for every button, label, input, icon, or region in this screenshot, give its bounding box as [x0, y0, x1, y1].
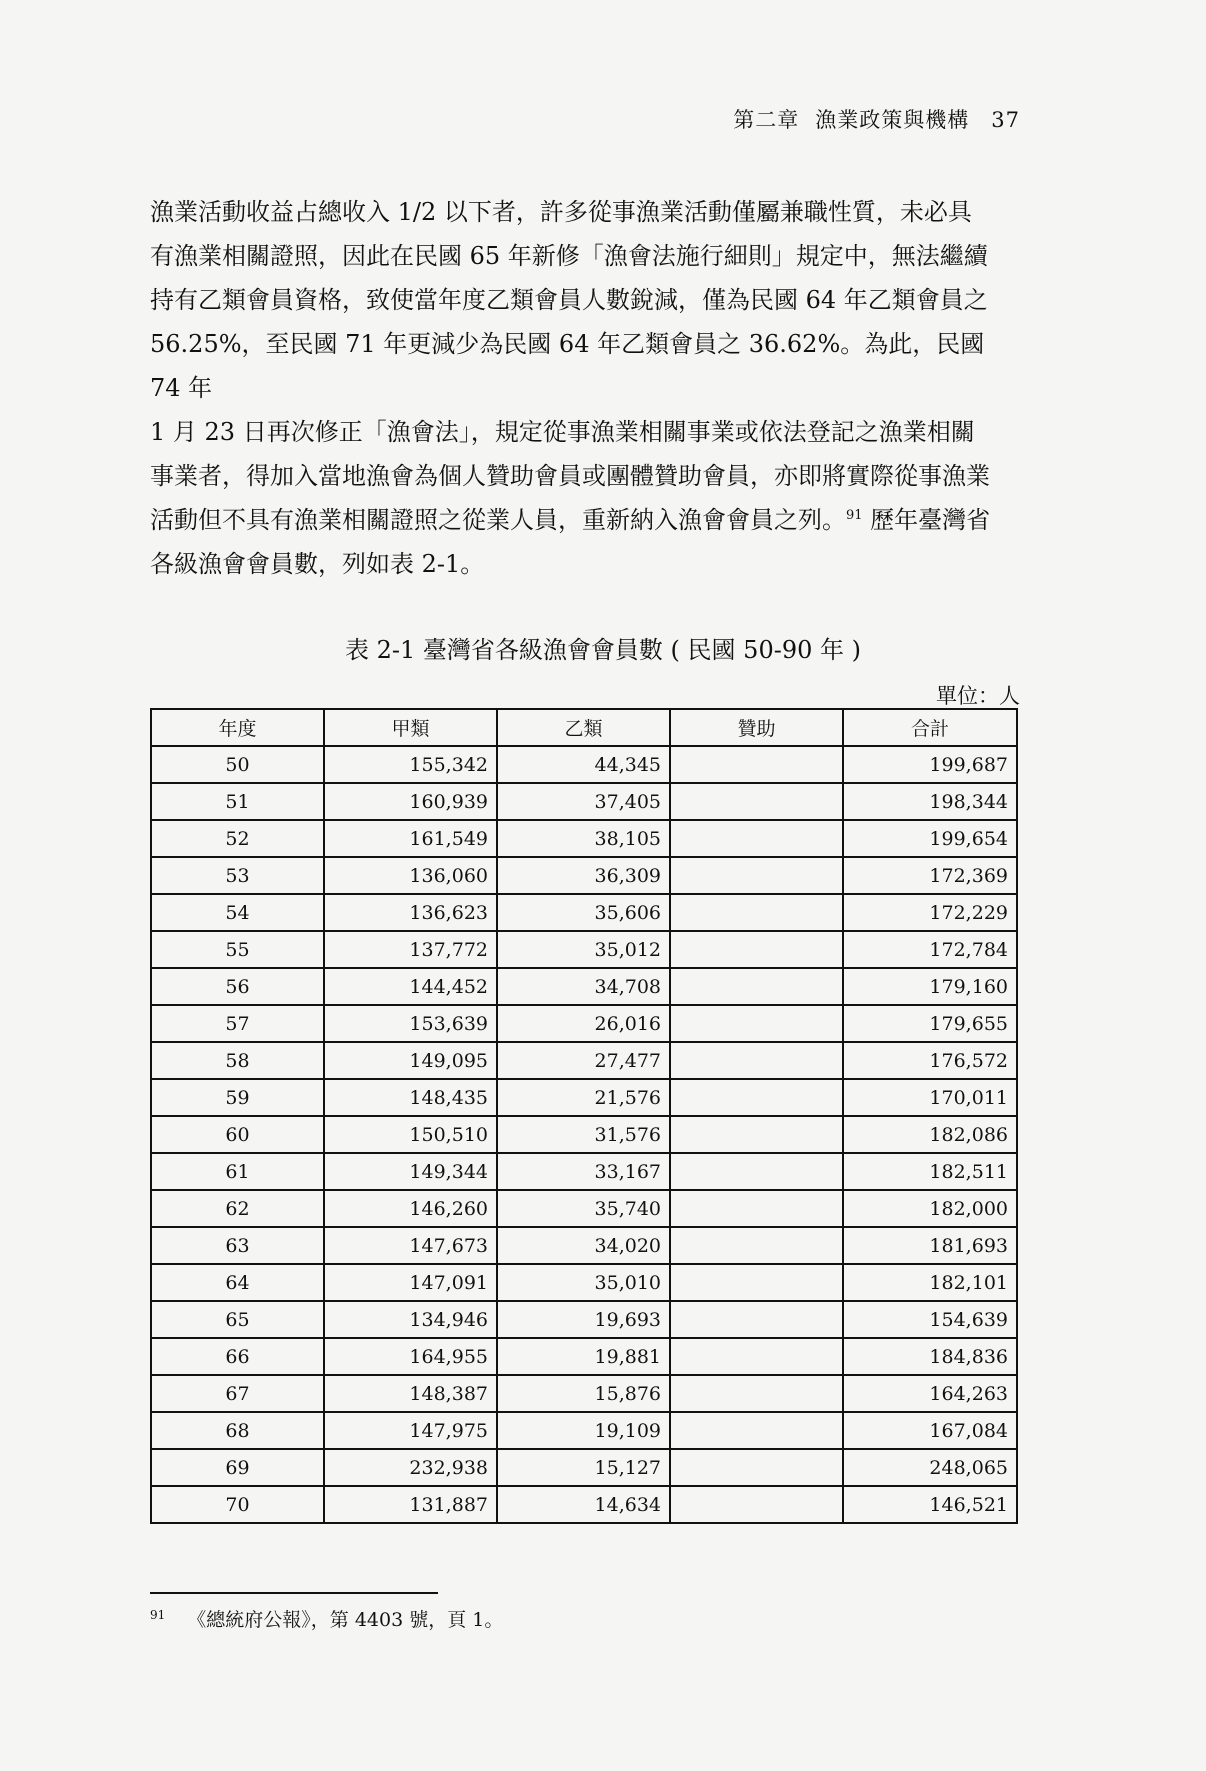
cell-sponsor: [670, 1227, 843, 1264]
cell-year: 56: [151, 968, 324, 1005]
cell-year: 54: [151, 894, 324, 931]
cell-total: 248,065: [843, 1449, 1017, 1486]
cell-class-a: 137,772: [324, 931, 497, 968]
column-header-total: 合計: [843, 709, 1017, 746]
cell-class-a: 160,939: [324, 783, 497, 820]
table-row: [151, 1190, 1017, 1227]
table-row: [151, 1412, 1017, 1449]
page-number: 37: [991, 108, 1020, 132]
cell-sponsor: [670, 1486, 843, 1523]
cell-class-b: 14,634: [497, 1486, 670, 1523]
running-header: [733, 104, 1020, 134]
cell-class-a: 232,938: [324, 1449, 497, 1486]
cell-sponsor: [670, 968, 843, 1005]
cell-class-a: 148,387: [324, 1375, 497, 1412]
table-row: [151, 1042, 1017, 1079]
cell-class-a: 134,946: [324, 1301, 497, 1338]
cell-total: 179,160: [843, 968, 1017, 1005]
cell-sponsor: [670, 1042, 843, 1079]
paragraph-line: 漁業活動收益占總收入 1/2 以下者，許多從事漁業活動僅屬兼職性質，未必具: [150, 198, 972, 226]
cell-class-a: 148,435: [324, 1079, 497, 1116]
table-unit: 單位：人: [936, 684, 1020, 708]
cell-class-b: 21,576: [497, 1079, 670, 1116]
cell-class-b: 35,012: [497, 931, 670, 968]
cell-class-a: 161,549: [324, 820, 497, 857]
cell-class-a: 150,510: [324, 1116, 497, 1153]
cell-class-a: 147,673: [324, 1227, 497, 1264]
cell-sponsor: [670, 857, 843, 894]
cell-class-a: 153,639: [324, 1005, 497, 1042]
table-title: 表 2-1 臺灣省各級漁會會員數 ( 民國 50-90 年 ): [345, 636, 861, 664]
table-row: [151, 1227, 1017, 1264]
paragraph-line: 1 月 23 日再次修正「漁會法」，規定從事漁業相關事業或依法登記之漁業相關: [150, 418, 975, 446]
cell-total: 176,572: [843, 1042, 1017, 1079]
cell-sponsor: [670, 931, 843, 968]
cell-sponsor: [670, 1412, 843, 1449]
cell-year: 61: [151, 1153, 324, 1190]
cell-year: 68: [151, 1412, 324, 1449]
table-row: [151, 783, 1017, 820]
membership-table: [150, 708, 1018, 1524]
paragraph-line: 有漁業相關證照，因此在民國 65 年新修「漁會法施行細則」規定中，無法繼續: [150, 242, 988, 270]
table-header-row: [151, 709, 1017, 746]
cell-year: 63: [151, 1227, 324, 1264]
cell-total: 181,693: [843, 1227, 1017, 1264]
cell-sponsor: [670, 1190, 843, 1227]
cell-year: 60: [151, 1116, 324, 1153]
cell-total: 172,229: [843, 894, 1017, 931]
header-title: 漁業政策與機構: [815, 108, 970, 132]
cell-year: 50: [151, 746, 324, 783]
cell-class-a: 131,887: [324, 1486, 497, 1523]
cell-class-b: 38,105: [497, 820, 670, 857]
cell-total: 184,836: [843, 1338, 1017, 1375]
cell-sponsor: [670, 1375, 843, 1412]
cell-total: 172,784: [843, 931, 1017, 968]
cell-class-a: 147,975: [324, 1412, 497, 1449]
cell-class-a: 147,091: [324, 1264, 497, 1301]
cell-class-a: 164,955: [324, 1338, 497, 1375]
cell-total: 182,086: [843, 1116, 1017, 1153]
cell-year: 55: [151, 931, 324, 968]
cell-year: 58: [151, 1042, 324, 1079]
table-row: [151, 968, 1017, 1005]
table-row: [151, 1264, 1017, 1301]
cell-class-b: 37,405: [497, 783, 670, 820]
cell-class-a: 146,260: [324, 1190, 497, 1227]
cell-total: 182,101: [843, 1264, 1017, 1301]
cell-year: 59: [151, 1079, 324, 1116]
paragraph-line: 各級漁會會員數，列如表 2-1。: [150, 550, 485, 578]
paragraph-line: 持有乙類會員資格，致使當年度乙類會員人數銳減，僅為民國 64 年乙類會員之: [150, 286, 988, 314]
footnote-number: 91: [150, 1607, 166, 1622]
paragraph-line: [150, 498, 1022, 542]
cell-class-a: 149,095: [324, 1042, 497, 1079]
cell-class-b: 19,109: [497, 1412, 670, 1449]
cell-class-b: 15,876: [497, 1375, 670, 1412]
cell-year: 57: [151, 1005, 324, 1042]
cell-class-b: 33,167: [497, 1153, 670, 1190]
table-row: [151, 820, 1017, 857]
cell-sponsor: [670, 1079, 843, 1116]
footnote: [150, 1605, 503, 1632]
column-header-class-b: 乙類: [497, 709, 670, 746]
table-row: [151, 931, 1017, 968]
cell-class-b: 35,740: [497, 1190, 670, 1227]
cell-total: 182,511: [843, 1153, 1017, 1190]
table-row: [151, 1005, 1017, 1042]
column-header-year: 年度: [151, 709, 324, 746]
cell-class-b: 35,606: [497, 894, 670, 931]
cell-total: 164,263: [843, 1375, 1017, 1412]
table-row: [151, 1079, 1017, 1116]
table-row: [151, 1375, 1017, 1412]
column-header-sponsor: 贊助: [670, 709, 843, 746]
cell-total: 146,521: [843, 1486, 1017, 1523]
cell-sponsor: [670, 820, 843, 857]
cell-total: 199,654: [843, 820, 1017, 857]
line-text: 歷年臺灣省: [862, 506, 991, 534]
cell-year: 65: [151, 1301, 324, 1338]
footnote-reference: 91: [846, 508, 863, 523]
table-row: [151, 1449, 1017, 1486]
cell-class-b: 19,881: [497, 1338, 670, 1375]
cell-year: 62: [151, 1190, 324, 1227]
cell-year: 64: [151, 1264, 324, 1301]
table-row: [151, 746, 1017, 783]
cell-class-b: 19,693: [497, 1301, 670, 1338]
cell-year: 53: [151, 857, 324, 894]
paragraph-line: 事業者，得加入當地漁會為個人贊助會員或團體贊助會員，亦即將實際從事漁業: [150, 462, 990, 490]
cell-sponsor: [670, 746, 843, 783]
cell-sponsor: [670, 894, 843, 931]
column-header-class-a: 甲類: [324, 709, 497, 746]
cell-year: 67: [151, 1375, 324, 1412]
cell-sponsor: [670, 783, 843, 820]
footnote-divider: [150, 1592, 438, 1594]
cell-class-a: 136,060: [324, 857, 497, 894]
cell-sponsor: [670, 1153, 843, 1190]
cell-class-b: 44,345: [497, 746, 670, 783]
cell-class-b: 15,127: [497, 1449, 670, 1486]
cell-year: 70: [151, 1486, 324, 1523]
cell-total: 199,687: [843, 746, 1017, 783]
cell-class-b: 26,016: [497, 1005, 670, 1042]
header-chapter: 第二章: [733, 108, 800, 132]
cell-class-a: 155,342: [324, 746, 497, 783]
cell-class-b: 31,576: [497, 1116, 670, 1153]
cell-sponsor: [670, 1264, 843, 1301]
cell-total: 170,011: [843, 1079, 1017, 1116]
cell-total: 182,000: [843, 1190, 1017, 1227]
cell-sponsor: [670, 1116, 843, 1153]
table-row: [151, 857, 1017, 894]
cell-class-b: 34,708: [497, 968, 670, 1005]
table-row: [151, 1116, 1017, 1153]
cell-year: 69: [151, 1449, 324, 1486]
table-row: [151, 894, 1017, 931]
table-body: [151, 746, 1017, 1523]
table-row: [151, 1486, 1017, 1523]
footnote-text: 《總統府公報》，第 4403 號，頁 1。: [187, 1609, 504, 1631]
cell-class-b: 34,020: [497, 1227, 670, 1264]
table-row: [151, 1338, 1017, 1375]
cell-class-b: 35,010: [497, 1264, 670, 1301]
cell-year: 51: [151, 783, 324, 820]
cell-total: 167,084: [843, 1412, 1017, 1449]
cell-class-a: 144,452: [324, 968, 497, 1005]
cell-sponsor: [670, 1301, 843, 1338]
cell-class-b: 27,477: [497, 1042, 670, 1079]
line-text: 活動但不具有漁業相關證照之從業人員，重新納入漁會會員之列。: [150, 506, 846, 534]
paragraph-line: 56.25%，至民國 71 年更減少為民國 64 年乙類會員之 36.62%。為此，民國 74 年: [150, 330, 985, 402]
table-row: [151, 1301, 1017, 1338]
cell-total: 172,369: [843, 857, 1017, 894]
cell-total: 179,655: [843, 1005, 1017, 1042]
cell-class-b: 36,309: [497, 857, 670, 894]
cell-sponsor: [670, 1449, 843, 1486]
cell-class-a: 136,623: [324, 894, 497, 931]
table-row: [151, 1153, 1017, 1190]
cell-total: 154,639: [843, 1301, 1017, 1338]
cell-year: 52: [151, 820, 324, 857]
body-paragraph: [150, 190, 1022, 586]
cell-year: 66: [151, 1338, 324, 1375]
cell-class-a: 149,344: [324, 1153, 497, 1190]
cell-total: 198,344: [843, 783, 1017, 820]
cell-sponsor: [670, 1005, 843, 1042]
cell-sponsor: [670, 1338, 843, 1375]
